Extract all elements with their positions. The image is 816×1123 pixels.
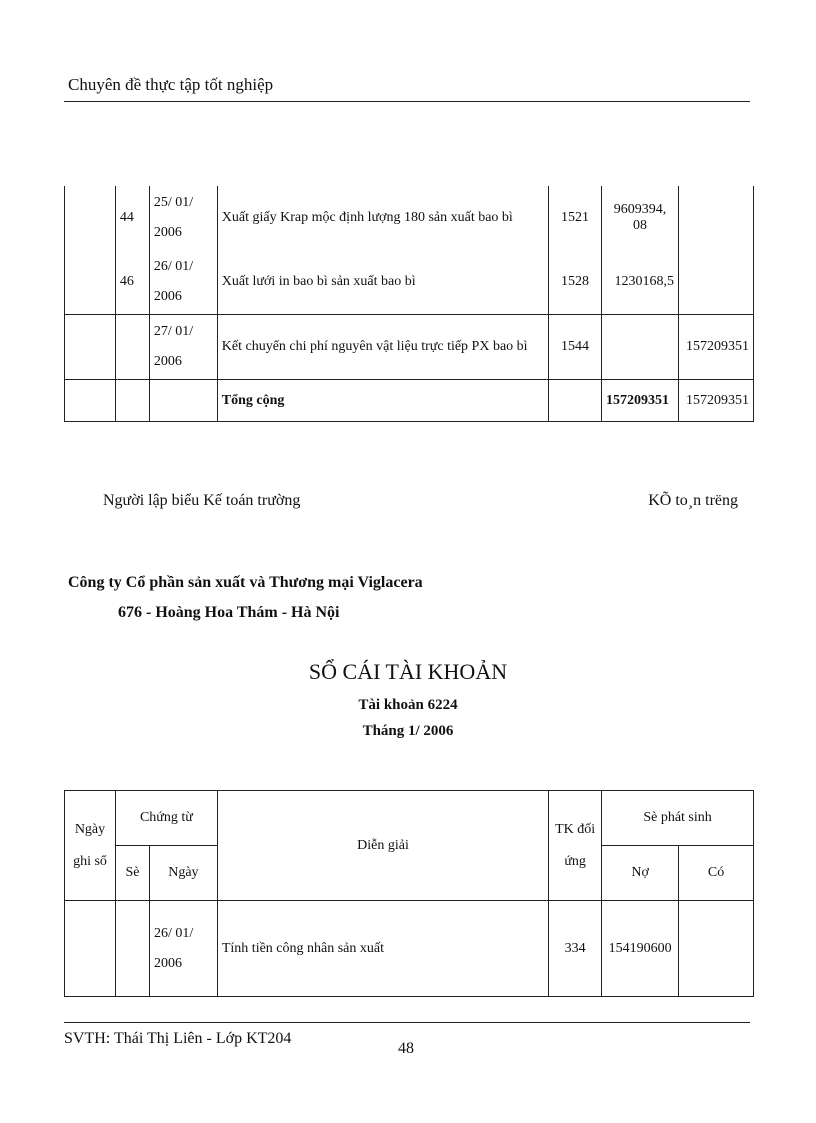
- page-number: 48: [398, 1040, 414, 1057]
- contra-account: 334: [549, 901, 602, 997]
- header-contra-account: TK đối ứng: [549, 791, 602, 901]
- table-row: [65, 250, 754, 315]
- total-label: Tổng cộng: [217, 380, 548, 422]
- ledger-table: [64, 790, 754, 997]
- doc-date: 27/ 01/ 2006: [149, 315, 217, 380]
- footer-rule: [64, 1022, 750, 1023]
- doc-date: 26/ 01/ 2006: [149, 250, 217, 315]
- credit: [678, 186, 753, 250]
- header-debit: Nợ: [602, 846, 679, 901]
- header-voucher: Chứng từ: [115, 791, 217, 846]
- voucher-date: 26/ 01/ 2006: [149, 901, 217, 997]
- debit: 9609394, 08: [601, 186, 678, 250]
- voucher-number: [115, 901, 149, 997]
- credit: 157209351: [678, 315, 753, 380]
- ledger-title: SỔ CÁI TÀI KHOẢN: [308, 659, 508, 684]
- debit: 154190600: [602, 901, 679, 997]
- footer-author: SVTH: Thái Thị Liên - Lớp KT204: [64, 1030, 292, 1047]
- description: Xuất giấy Krap mộc định lượng 180 sản xuất bao bì: [217, 186, 548, 250]
- header-posting-date: Ngày ghi sổ: [65, 791, 116, 901]
- page-header: Chuyên đề thực tập tốt nghiệp: [68, 75, 274, 94]
- signature-left: Người lập biểu Kế toán trường: [103, 492, 301, 509]
- credit: [679, 901, 754, 997]
- header-voucher-number: Sè: [115, 846, 149, 901]
- account: 1544: [549, 315, 602, 380]
- header-rule: [64, 101, 750, 102]
- header-amount: Sè phát sinh: [602, 791, 754, 846]
- description: Xuất lưới in bao bì sản xuất bao bì: [217, 250, 548, 315]
- signature-right: KÕ to¸n trëng: [648, 492, 738, 509]
- table-row: [65, 186, 754, 250]
- credit: [678, 250, 753, 315]
- header-credit: Có: [679, 846, 754, 901]
- table-row: [65, 315, 754, 380]
- company-name: Công ty Cổ phần sản xuất và Thương mại Viglacera: [68, 574, 423, 591]
- ledger-account: Tài khoản 6224: [358, 697, 458, 713]
- doc-number: 44: [115, 186, 149, 250]
- header-description: Diễn giải: [217, 791, 548, 901]
- company-address: 676 - Hoàng Hoa Thám - Hà Nội: [118, 604, 340, 621]
- debit: 1230168,5: [601, 250, 678, 315]
- description: Tính tiền công nhân sản xuất: [217, 901, 548, 997]
- doc-number: 46: [115, 250, 149, 315]
- doc-number: [115, 315, 149, 380]
- ledger-month: Tháng 1/ 2006: [362, 723, 454, 739]
- posting-date: [65, 901, 116, 997]
- journal-table-continued: [64, 186, 754, 422]
- doc-date: 25/ 01/ 2006: [149, 186, 217, 250]
- account: 1528: [549, 250, 602, 315]
- debit: [601, 315, 678, 380]
- total-debit: 157209351: [601, 380, 678, 422]
- table-row: [65, 901, 754, 997]
- total-row: [65, 380, 754, 422]
- description: Kết chuyển chi phí nguyên vật liệu trực tiếp PX bao bì: [217, 315, 548, 380]
- table-header-row: [65, 791, 754, 846]
- header-voucher-date: Ngày: [149, 846, 217, 901]
- total-credit: 157209351: [678, 380, 753, 422]
- account: 1521: [549, 186, 602, 250]
